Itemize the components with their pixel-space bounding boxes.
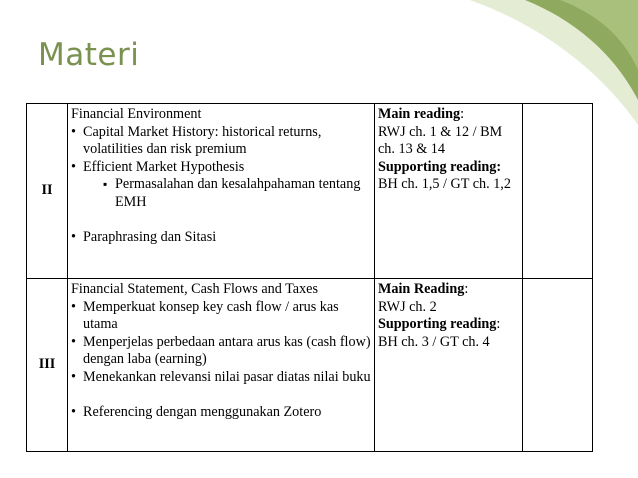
topic-title: Financial Statement, Cash Flows and Taxes — [71, 281, 318, 297]
empty-cell — [523, 104, 593, 279]
list-item: • Referencing dengan menggunakan Zotero — [71, 404, 371, 422]
main-reading-label: Main Reading — [378, 281, 465, 297]
list-item: • Menperjelas perbedaan antara arus kas (cash flow) dengan laba (earning) — [71, 334, 371, 369]
session-number: II — [27, 104, 68, 279]
reading-cell: Main reading: RWJ ch. 1 & 12 / BM ch. 13 & 14 Supporting reading: BH ch. 1,5 / GT ch. 1,2 — [375, 104, 523, 279]
topic-bullets — [71, 124, 371, 247]
topic-cell — [68, 279, 375, 452]
slide-title: Materi — [38, 37, 140, 73]
list-item: • Capital Market History: historical returns, volatilities dan risk premium — [71, 124, 371, 159]
main-reading-label: Main reading — [378, 106, 461, 122]
course-table — [26, 103, 593, 452]
supporting-reading-value: BH ch. 3 / GT ch. 4 — [378, 333, 490, 350]
list-item: • Menekankan relevansi nilai pasar diatas nilai buku — [71, 369, 371, 387]
table-row — [27, 279, 593, 452]
session-number: III — [27, 279, 68, 452]
topic-bullets — [71, 299, 371, 422]
sub-list-item: ▪ Permasalahan dan kesalahpahaman tentang EMH — [71, 176, 371, 211]
topic-cell — [68, 104, 375, 279]
list-item: • Memperkuat konsep key cash flow / arus kas utama — [71, 299, 371, 334]
topic-title: Financial Environment — [71, 106, 202, 122]
empty-cell — [523, 279, 593, 452]
supporting-reading-value: BH ch. 1,5 / GT ch. 1,2 — [378, 176, 511, 192]
list-item: • Efficient Market Hypothesis — [71, 159, 371, 177]
supporting-reading-label: Supporting reading: — [378, 158, 502, 175]
main-reading-value: RWJ ch. 1 & 12 / BM ch. 13 & 14 — [378, 123, 503, 157]
reading-cell: Main Reading: RWJ ch. 2 Supporting reading: BH ch. 3 / GT ch. 4 — [375, 279, 523, 452]
list-item: • Paraphrasing dan Sitasi — [71, 229, 371, 247]
supporting-reading-label: Supporting reading — [378, 316, 497, 332]
table-row — [27, 104, 593, 279]
main-reading-value: RWJ ch. 2 — [378, 298, 437, 315]
